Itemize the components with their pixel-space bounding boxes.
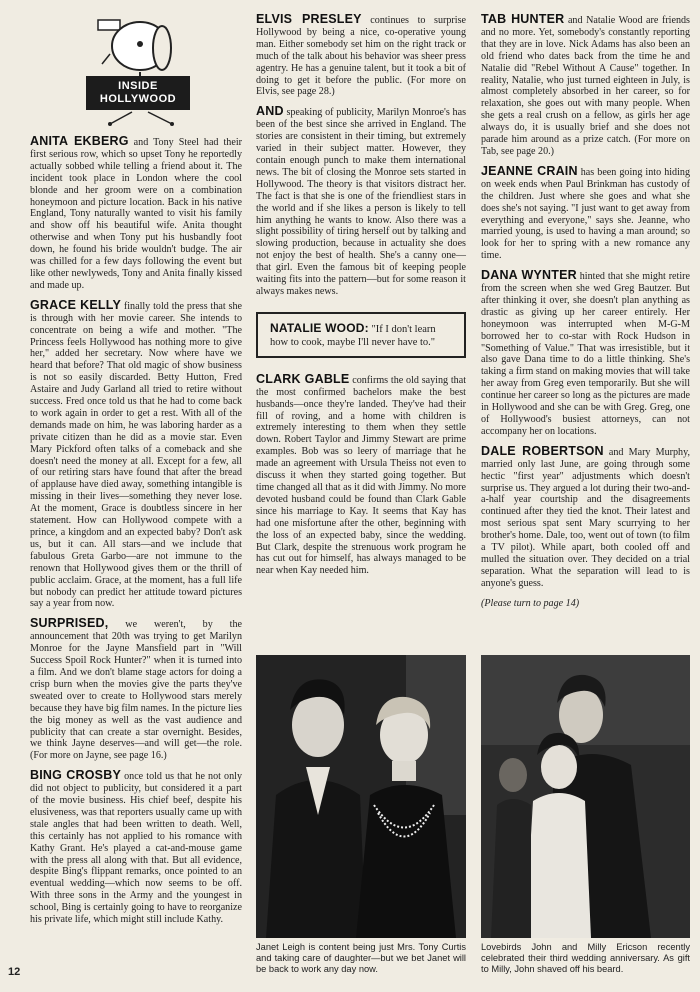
story-text: has been going into hiding on week ends when Paul Brinkman has custody of the children. Just where she goes and what she does she's not saying. "I just want to get away from everything and everyone," says she. Jeanne, who married young, is used to having a man around; so look for her to spring with a new romance any time. [481, 166, 690, 262]
story-lead: DALE ROBERTSON [481, 443, 604, 458]
story-lead: BING CROSBY [30, 768, 121, 783]
logo-banner [86, 76, 190, 110]
story-text: speaking of publicity, Marilyn Monroe's has been of the best since she arrived in England. The stories are consistent in their timing, but extremely varied in their subject matter. However, they contain enough punch to make them international news. The bit of closing the Monroe sets started in Hollywood. The theory is that visitors distract her. The fact is that she is one of the friendliest stars in the world and if she likes a person is likely to tell him anything he wants to know. Also there was a slight possibility of tiring herself out by talking and slowing production, because in actuality she does not enjoy the best of health. She's a canny one—that girl. Even the famous bit of keeping people waiting fits into the pattern—but for some reason it always makes news. [256, 107, 466, 297]
story-text: continues to surprise Hollywood by being a nice, co-operative young man. Either somebody set him on the right track or much of the talk about his behavior was sheer press agentry. He has a genuine talent, but it took a bit of doing to get it before the public. (For more on Elvis, see page 28.) [256, 15, 466, 98]
story-paragraph [481, 443, 690, 590]
story-text: confirms the old saying that the most confirmed bachelors make the best husbands—once they're landed. They've had their fill of roving, and a home with children is extremely interesting to them when they settle down. Robert Taylor and Jimmy Stewart are prime examples. Bob was so leery of marriage that he made an agreement with Ursula Theiss not even to discuss it when they started going together. But time changed all that as it did with Jimmy. No more devoted husband could be found than Clark Gable since his marriage to Kay. It seems that Kay has had one misfortune after the other, beginning with the loss of an expected baby, since the wedding. But Clark, despite the strenuous work program he has cut out for himself, has always managed to be near when Kay needed him. [256, 374, 466, 577]
story-paragraph [256, 371, 466, 577]
story-text: once told us that he not only did not object to publicity, but considered it a part of the movie business. His chief beef, despite his elusiveness, was that reporters usually came up with stale angles that had been written to death. Well, this certainly has not applied to his romance with Kathy Grant. He's played a cat-and-mouse game with the press all along with that. But all evidence, despite Bing's flippant remarks, once pointed to an eventual wedding—which now seems to be off. With three sons in the Army and the youngest in school, Bing is certainly going to have to reorganize his private life, which might still include Kathy. [30, 771, 243, 926]
story-text: and Tony Steel had their first serious row, which so upset Tony he reportedly actually sobbed while telling a friend about it. The incident took place in London where the cool blonde and her groom were on a combination honeymoon and picture location. Back in his native England, Tony naturally wanted to visit his family and show off his beautiful wife. Anita thought otherwise and when Tony put his husbandly foot down, he found his bride wouldn't budge. The air was chilled for a few days following the event but like other newlyweds, Tony and Anita finally kissed and made up. [30, 137, 242, 291]
story-paragraph [481, 163, 690, 262]
story-lead: CLARK GABLE [256, 371, 350, 386]
story-text: finally told the press that she is through with her movie career. She intends to concentrate on being a wife and mother. "The Princess feels Hollywood has nothing more to give her," added her secretary. Now where have we heard that before? That old magic of show business is not so easily discarded. Betty Hutton, Fred Astaire and Judy Garland all tried to retire without success. Fred once told us that he had to come back to work again in order to get a rest. With all of the demands made on him, he was laboring harder as a private citizen than he did as a movie star. Even Mary Pickford often talks of a comeback and she doesn't need the money at all. Except for a few, all of our retiring stars have found that after the bread of applause have died away, something intangible is missing in their lives—something they never lose. At the moment, Grace is doubtless sincere in her statement. How can Hollywood compete with a prince, a kingdom and an expected baby? Don't ask us, but it can. All stars—and we include that fabulous Greta Garbo—are not immune to the renown that Hollywood gives them or the thrill of public acclaim. Grace, at the moment, has a full life but nobody can predict her attitude toward pictures say a year from now. [30, 300, 243, 610]
story-paragraph [30, 136, 242, 292]
logo-line-2: HOLLYWOOD [99, 93, 177, 105]
inside-hollywood-logo [30, 14, 242, 126]
story-paragraph [481, 270, 690, 438]
story-lead: AND [256, 104, 284, 119]
photo-caption: Janet Leigh is content being just Mrs. Tony Curtis and taking care of daughter—but we bet Janet will be back to work any day now. [256, 942, 466, 974]
story-paragraph [481, 14, 690, 158]
quote-lead: NATALIE WOOD: [270, 320, 369, 335]
column-2 [256, 14, 466, 585]
story-lead: ELVIS PRESLEY [256, 12, 362, 26]
story-lead: GRACE KELLY [30, 297, 121, 312]
natalie-wood-quote-box [256, 312, 466, 358]
story-lead: SURPRISED, [30, 616, 109, 631]
quote-text: "If I don't learn how to cook, maybe I'll never have to." [270, 323, 436, 348]
story-text: and Natalie Wood are friends and no more. Yet, somebody's constantly reporting that they are in love. Nick Adams has also been an old friend who dates back from the time he and Natalie did "Rebel Without A Cause" together. In reality, Natalie, who just turned eighteen in July, is almost completely absorbed in her career, so for relaxation, she goes out with many people. When she gets a real crush on a fellow, as girls her age always do, it is usually brief and she does not parade him around as a prize catch. (For more on Tab, see page 20.) [481, 15, 690, 157]
story-lead: DANA WYNTER [481, 268, 577, 283]
story-paragraph [30, 297, 243, 611]
story-paragraph [256, 106, 466, 298]
photo-janet-leigh-tony-curtis [256, 655, 466, 938]
logo-line-1: INSIDE [118, 80, 158, 92]
story-paragraph [256, 14, 466, 98]
story-text: we weren't, by the announcement that 20th was trying to get Marilyn Monroe for the Jayne Mansfield part in "Will Success Spoil Rock Hunter?" when it is turned into a film. And we don't blame stage actors for doing a crisp burn when the movies give the parts they've sweated over to create to Hollywood stars merely because they have big film names. In the picture lies the big money as well as the vast audience and publicity that can create a star overnight. Besides, we think Jayne deserves—and will get—the role. (For more on Jayne, see page 16.) [30, 619, 242, 762]
story-lead: ANITA EKBERG [30, 134, 129, 148]
column-3 [481, 14, 690, 618]
page-number: 12 [8, 966, 21, 978]
story-paragraph [30, 770, 242, 926]
photo-john-milly-ericson [481, 655, 690, 938]
continued-note: (Please turn to page 14) [481, 597, 580, 609]
story-lead: TAB HUNTER [481, 12, 565, 26]
photo-caption: Lovebirds John and Milly Ericson recently celebrated their third wedding anniversary. As gift to Milly, John shaved off his beard. [481, 942, 690, 974]
story-text: hinted that she might retire from the screen when she wed Greg Bautzer. But after thinking it over, she doesn't plan anything as drastic as giving up her career entirely. Her honeymoon was interrupted when M-G-M borrowed her to co-star with Rock Hudson in "Something of Value." That was irresistible, but it also gave Dana time to do a little thinking. She's taking a firm stand on making movies that will take her away from Greg even temporarily. But she will continue her career so long as the pictures are made in Hollywood and she can be with Greg. Greg, one of Hollywood's busiest attorneys, can not accompany her on locations. [481, 271, 690, 437]
story-text: and Mary Murphy, married only last June, are going through some hectic "first year" adjustments which doesn't surprise us. They argued a lot during their two-and-a-half year courtship and the disagreements continued after they tied the knot. Their latest and most serious spat sent Mary scurrying to her brother's home. Dale, too, went out of town (to film a TV pilot). While apart, both cooled off and mulled the situation over. They decided on a trial separation. What the separation will lead to is anyone's guess. [481, 446, 690, 589]
column-1 [30, 14, 242, 934]
story-lead: JEANNE CRAIN [481, 163, 578, 178]
story-paragraph [30, 618, 242, 762]
